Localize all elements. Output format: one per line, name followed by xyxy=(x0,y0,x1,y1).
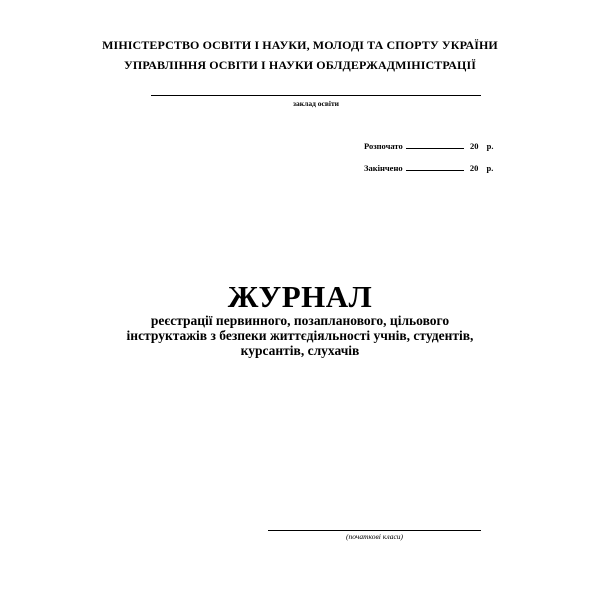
journal-title: ЖУРНАЛ xyxy=(227,279,373,314)
started-date-blank xyxy=(406,142,464,149)
started-label: Розпочато xyxy=(364,141,403,151)
started-date-row xyxy=(364,141,493,151)
journal-subtitle-line-1: реєстрації первинного, позапланового, цільового xyxy=(150,313,450,328)
journal-subtitle-line-2: інструктажів з безпеки життєдіяльності учнів, студентів, xyxy=(126,328,474,343)
institution-fill-line xyxy=(151,95,481,96)
finished-label: Закінчено xyxy=(364,163,403,173)
department-header: УПРАВЛІННЯ ОСВІТИ І НАУКИ ОБЛДЕРЖАДМІНІСТРАЦІЇ xyxy=(124,58,476,72)
institution-caption: заклад освіти xyxy=(293,99,339,108)
started-year-prefix: 20 xyxy=(469,141,479,151)
ministry-header: МІНІСТЕРСТВО ОСВІТИ І НАУКИ, МОЛОДІ ТА СПОРТУ УКРАЇНИ xyxy=(102,38,498,52)
finished-date-blank xyxy=(406,164,464,171)
finished-year-prefix: 20 xyxy=(469,163,479,173)
classes-fill-line xyxy=(268,530,481,531)
journal-subtitle-line-3: курсантів, слухачів xyxy=(240,343,360,358)
classes-caption: (початкові класи) xyxy=(345,532,404,541)
finished-year-suffix: р. xyxy=(486,163,494,173)
finished-date-row xyxy=(364,163,493,173)
started-year-suffix: р. xyxy=(486,141,494,151)
